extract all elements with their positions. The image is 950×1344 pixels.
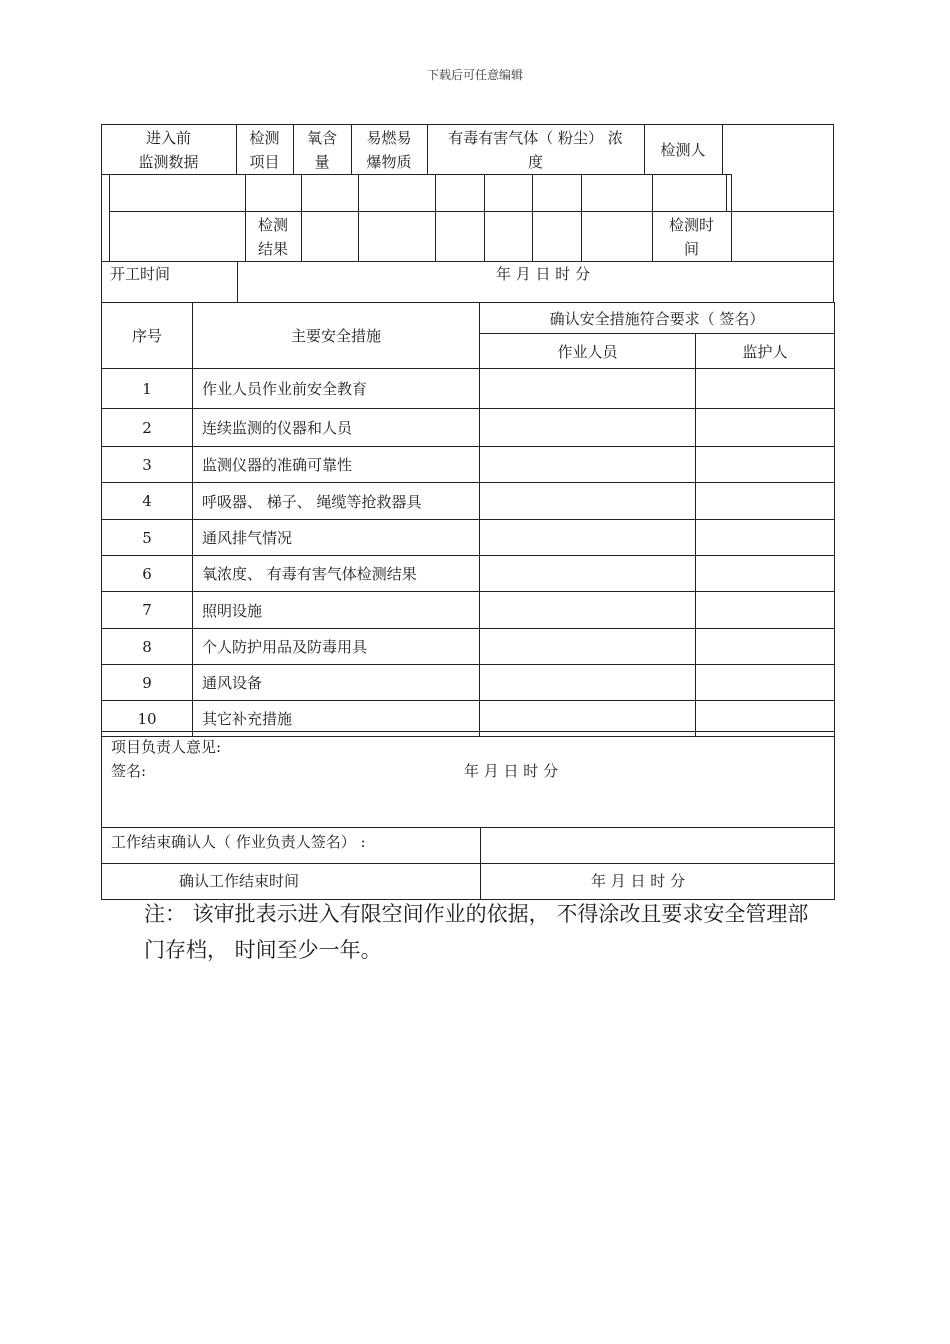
worker-sign-cell[interactable] <box>480 629 696 665</box>
measure-header: 主要安全措施 <box>193 303 480 369</box>
opinion-label: 项目负责人意见: <box>111 738 222 756</box>
guardian-sign-cell[interactable] <box>696 447 835 483</box>
safety-measures-table <box>101 302 835 737</box>
toxic-gas-label: 有毒有害气体（ 粉尘） 浓 度 <box>448 129 623 171</box>
end-time-row <box>102 864 835 900</box>
start-time-label: 开工时间 <box>110 265 171 283</box>
end-time-value: 年 月 日 时 分 <box>591 872 686 890</box>
worker-sign-cell[interactable] <box>480 520 696 556</box>
table-row: 8 个人防护用品及防毒用具 <box>102 629 835 665</box>
pre-entry-label: 进入前 监测数据 <box>138 129 199 171</box>
measures-header-row <box>102 303 835 334</box>
guardian-sign-cell[interactable] <box>696 369 835 409</box>
guardian-sign-cell[interactable] <box>696 592 835 629</box>
worker-sign-cell[interactable] <box>480 447 696 483</box>
worker-sign-cell[interactable] <box>480 409 696 447</box>
table-row: 9 通风设备 <box>102 665 835 701</box>
header-note: 下载后可任意编辑 <box>426 68 523 82</box>
table-row: 5 通风排气情况 <box>102 520 835 556</box>
worker-sign-cell[interactable] <box>480 592 696 629</box>
worker-sign-cell[interactable] <box>480 369 696 409</box>
inspector-label: 检测人 <box>660 141 706 159</box>
confirm-header: 确认安全措施符合要求（ 签名） <box>480 303 835 334</box>
detect-item-label: 检测 项目 <box>249 129 280 171</box>
table-row: 3 监测仪器的准确可靠性 <box>102 447 835 483</box>
worker-sign-cell[interactable] <box>480 665 696 701</box>
table-row: 6 氧浓度、 有毒有害气体检测结果 <box>102 556 835 592</box>
sign-label: 签名: <box>111 762 147 780</box>
end-time-label: 确认工作结束时间 <box>179 872 300 890</box>
table-row: 4 呼吸器、 梯子、 绳缆等抢救器具 <box>102 483 835 520</box>
end-confirmer-label: 工作结束确认人（ 作业负责人签名） : <box>111 833 366 851</box>
opinion-cell[interactable] <box>102 732 835 828</box>
approval-table <box>101 731 835 900</box>
worker-header: 作业人员 <box>480 334 696 369</box>
guardian-sign-cell[interactable] <box>696 409 835 447</box>
opinion-datetime: 年 月 日 时 分 <box>464 762 559 780</box>
table-row: 10 其它补充措施 <box>102 701 835 737</box>
flammable-label: 易燃易 爆物质 <box>366 129 412 171</box>
end-time-cell[interactable] <box>481 864 835 900</box>
start-time-value: 年 月 日 时 分 <box>496 265 591 283</box>
table-row: 7 照明设施 <box>102 592 835 629</box>
table-row: 2 连续监测的仪器和人员 <box>102 409 835 447</box>
guardian-sign-cell[interactable] <box>696 629 835 665</box>
table-row: 1 作业人员作业前安全教育 <box>102 369 835 409</box>
guardian-sign-cell[interactable] <box>696 520 835 556</box>
no-header: 序号 <box>102 303 193 369</box>
guardian-sign-cell[interactable] <box>696 556 835 592</box>
end-confirmer-sign-cell[interactable] <box>481 828 835 864</box>
guardian-sign-cell[interactable] <box>696 483 835 520</box>
footnote: 注： 该审批表示进入有限空间作业的依据， 不得涂改且要求安全管理部门存档， 时间至少一年。 <box>144 902 809 962</box>
detect-result-label: 检测 结果 <box>257 216 288 258</box>
end-confirmer-row <box>102 828 835 864</box>
start-time-row <box>101 261 834 303</box>
oxygen-label: 氧含 量 <box>306 129 337 171</box>
worker-sign-cell[interactable] <box>480 483 696 520</box>
guardian-header: 监护人 <box>696 334 835 369</box>
opinion-row <box>102 732 835 828</box>
guardian-sign-cell[interactable] <box>696 665 835 701</box>
worker-sign-cell[interactable] <box>480 556 696 592</box>
detect-time-label: 检测时 间 <box>668 216 714 258</box>
